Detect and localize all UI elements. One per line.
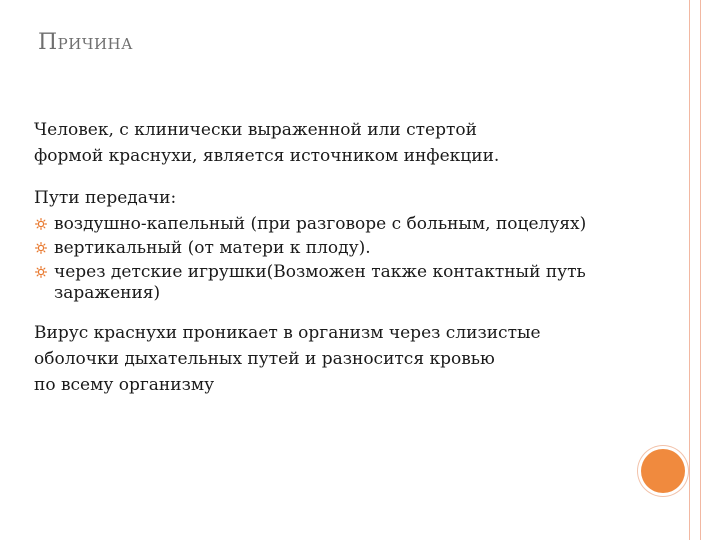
virus-line-3: по всему организму bbox=[34, 375, 215, 395]
transmission-route-item bbox=[34, 238, 634, 259]
orange-circle-icon bbox=[641, 449, 685, 493]
transmission-route-text: через детские игрушки(Возможен также контактный путь заражения) bbox=[54, 262, 586, 303]
virus-paragraph bbox=[34, 320, 634, 398]
sun-icon bbox=[35, 266, 47, 278]
transmission-routes-list bbox=[34, 214, 634, 304]
virus-line-1: Вирус краснухи проникает в организм через слизистые bbox=[34, 323, 541, 343]
transmission-route-text: воздушно-капельный (при разговоре с больным, поцелуях) bbox=[54, 214, 587, 234]
slide-title: Причина bbox=[38, 30, 133, 55]
carrier-line-2: формой краснухи, является источником инфекции. bbox=[34, 146, 500, 166]
transmission-heading: Пути передачи: bbox=[34, 188, 177, 208]
transmission-route-item bbox=[34, 214, 634, 235]
sun-icon bbox=[35, 218, 47, 230]
virus-line-2: оболочки дыхательных путей и разносится кровью bbox=[34, 349, 495, 369]
sun-icon bbox=[35, 242, 47, 254]
carrier-paragraph bbox=[34, 117, 634, 169]
decorative-frame-rail bbox=[689, 0, 701, 540]
transmission-route-text: вертикальный (от матери к плоду). bbox=[54, 238, 371, 258]
carrier-line-1: Человек, с клинически выраженной или стертой bbox=[34, 120, 477, 140]
slide-content bbox=[34, 117, 634, 398]
transmission-route-item bbox=[34, 262, 634, 304]
